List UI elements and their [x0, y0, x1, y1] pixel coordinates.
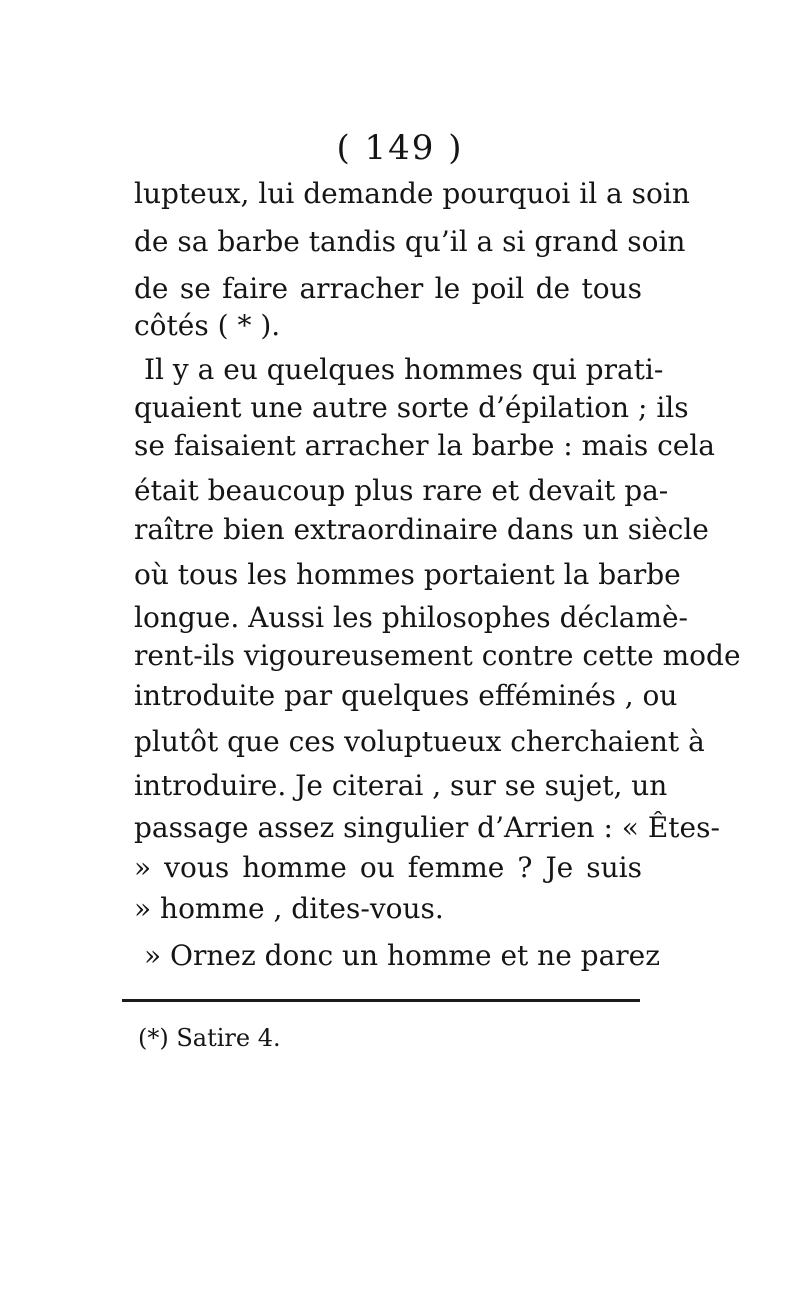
text-line: plutôt que ces voluptueux cherchaient à: [134, 725, 705, 758]
footnote-divider: [122, 999, 640, 1002]
text-line: était beaucoup plus rare et devait pa-: [134, 474, 669, 507]
text-line: passage assez singulier d’Arrien : « Êtes-: [134, 811, 720, 844]
text-line: lupteux, lui demande pourquoi il a soin: [134, 177, 690, 210]
text-line: introduite par quelques efféminés , ou: [134, 679, 678, 712]
text-line: raître bien extraordinaire dans un siècle: [134, 513, 709, 546]
text-line: rent-ils vigoureusement contre cette mode: [134, 639, 741, 672]
page-number: ( 149 ): [336, 128, 464, 168]
text-line: de sa barbe tandis qu’il a si grand soin: [134, 225, 686, 258]
footnote: (*) Satire 4.: [138, 1024, 281, 1052]
text-line: » vous homme ou femme ? Je suis: [134, 851, 642, 884]
text-line: de se faire arracher le poil de tous: [134, 272, 642, 305]
text-line: se faisaient arracher la barbe : mais cela: [134, 429, 715, 462]
text-line: introduire. Je citerai , sur se sujet, un: [134, 769, 668, 802]
paragraph-start-line: Il y a eu quelques hommes qui prati-: [144, 353, 664, 386]
text-line: quaient une autre sorte d’épilation ; ils: [134, 391, 689, 424]
text-line: où tous les hommes portaient la barbe: [134, 558, 681, 591]
text-line: longue. Aussi les philosophes déclamè-: [134, 601, 688, 634]
paragraph-start-line: » Ornez donc un homme et ne parez: [144, 939, 661, 972]
text-line: » homme , dites-vous.: [134, 892, 444, 925]
text-line: côtés ( * ).: [134, 309, 281, 342]
